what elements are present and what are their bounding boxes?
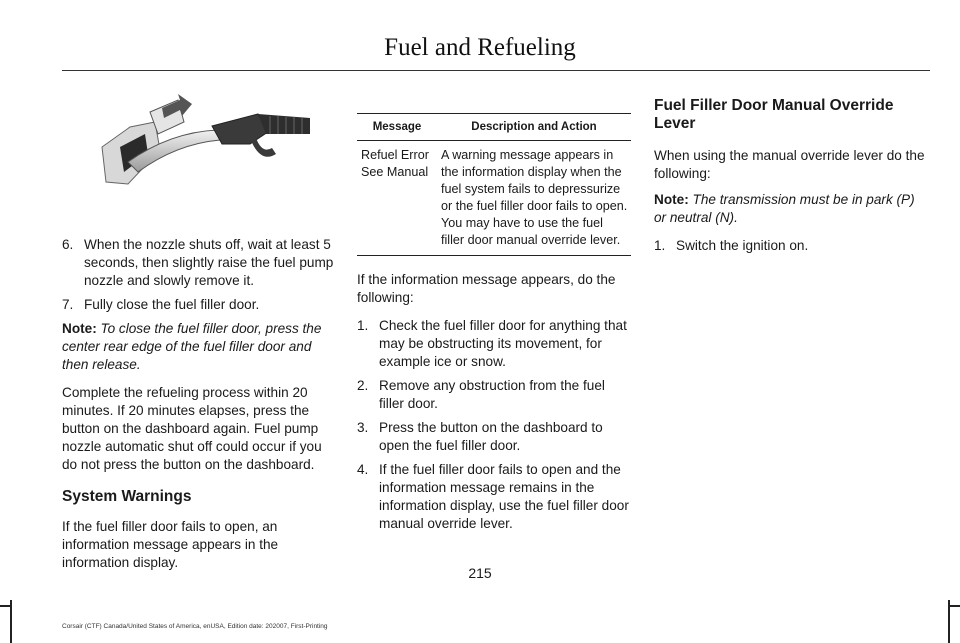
step-number: 4.: [357, 462, 369, 477]
step-number: 1.: [357, 318, 369, 333]
step-text: Switch the ignition on.: [676, 238, 809, 253]
list-item: [357, 377, 631, 413]
note: [62, 320, 338, 374]
step-6: [62, 236, 338, 290]
section-heading: Fuel Filler Door Manual Override Lever: [654, 97, 894, 132]
step-number: 7.: [62, 297, 74, 312]
page-number: 215: [468, 565, 492, 581]
page-title: Fuel and Refueling: [384, 34, 576, 61]
note-text: The transmission must be in park (P) or neutral (N).: [654, 192, 915, 225]
step-text: When the nozzle shuts off, wait at least 5 seconds, then slightly raise the fuel pump nozzle and slowly remove it.: [84, 237, 334, 288]
column-right: [654, 97, 930, 261]
step-number: 1.: [654, 238, 666, 253]
message-table: [357, 113, 631, 256]
table-cell: A warning message appears in the information display when the fuel system fails to depressurize or the fuel filler door fails to open. You may have to use the fuel filler door manual override lever.: [437, 141, 631, 256]
step-text: Check the fuel filler door for anything that may be obstructing its movement, for example ice or snow.: [379, 318, 627, 369]
step-text: If the fuel filler door fails to open and the information message remains in the information display, use the fuel filler door manual override lever.: [379, 462, 629, 531]
list-item: [357, 461, 631, 533]
list-item: [654, 237, 930, 255]
crop-mark: [0, 605, 12, 607]
step-number: 3.: [357, 420, 369, 435]
column-middle: [357, 271, 631, 539]
column-left: [62, 236, 338, 572]
step-7: [62, 296, 338, 314]
table-cell: Refuel Error See Manual: [357, 141, 437, 256]
paragraph: If the fuel filler door fails to open, an information message appears in the information display.: [62, 519, 279, 570]
table-header-row: [357, 114, 631, 141]
step-text: Remove any obstruction from the fuel filler door.: [379, 378, 605, 411]
table-header: Description and Action: [437, 114, 631, 141]
crop-mark: [948, 605, 960, 607]
step-number: 2.: [357, 378, 369, 393]
paragraph: If the information message appears, do the following:: [357, 272, 616, 305]
fuel-nozzle-illustration: [100, 92, 315, 192]
step-text: Fully close the fuel filler door.: [84, 297, 260, 312]
step-number: 6.: [62, 237, 74, 252]
table-row: [357, 141, 631, 256]
section-heading: System Warnings: [62, 488, 192, 505]
note-label: Note:: [62, 321, 97, 336]
list-item: [357, 317, 631, 371]
paragraph: Complete the refueling process within 20 minutes. If 20 minutes elapses, press the button on the dashboard again. Fuel pump nozzle automatic shut off could occur if you do not press the button on the dashboard.: [62, 385, 322, 472]
step-text: Press the button on the dashboard to open the fuel filler door.: [379, 420, 603, 453]
paragraph: When using the manual override lever do the following:: [654, 148, 925, 181]
list-item: [357, 419, 631, 455]
note-label: Note:: [654, 192, 689, 207]
footer-text: Corsair (CTF) Canada/United States of America, enUSA, Edition date: 202007, First-Printing: [62, 623, 328, 630]
header-rule: [62, 70, 930, 71]
note: [654, 191, 930, 227]
note-text: To close the fuel filler door, press the center rear edge of the fuel filler door and then release.: [62, 321, 322, 372]
table-header: Message: [357, 114, 437, 141]
